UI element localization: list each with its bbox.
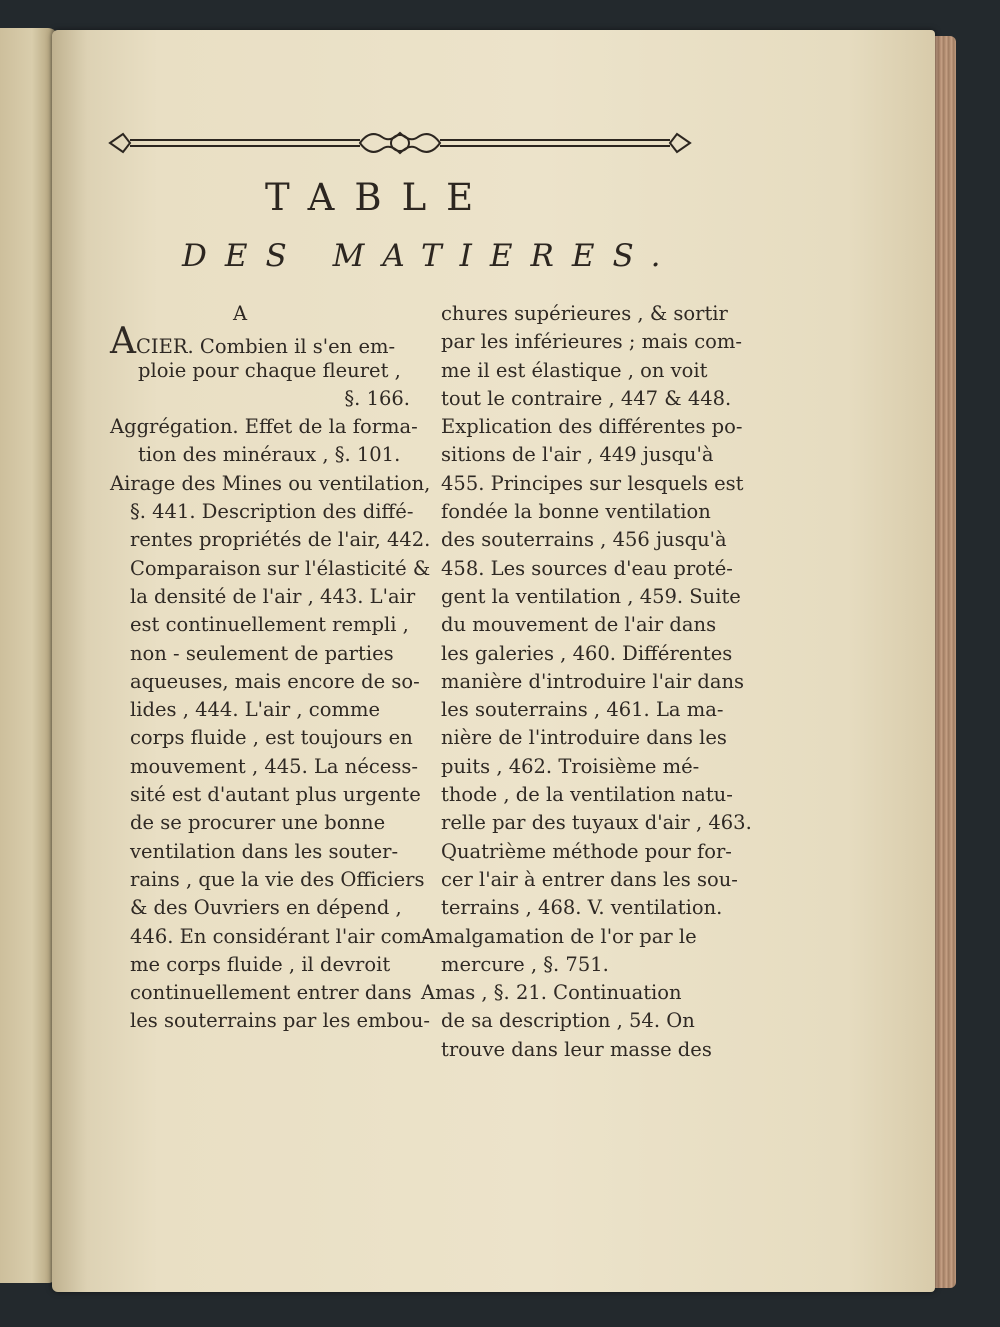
index-line: la densité de l'air , 443. L'air <box>130 584 416 608</box>
index-line: 455. Principes sur lesquels est <box>441 471 744 495</box>
index-line: ACIER. Combien il s'en em- <box>110 321 396 363</box>
index-line: Airage des Mines ou ventilation, <box>110 471 431 495</box>
index-line: 446. En considérant l'air com- <box>130 924 429 948</box>
index-line: me il est élastique , on voit <box>441 358 708 382</box>
index-line: tout le contraire , 447 & 448. <box>441 386 732 410</box>
index-line: terrains , 468. V. ventilation. <box>441 896 723 920</box>
index-line: Amalgamation de l'or par le <box>421 924 697 948</box>
index-line: continuellement entrer dans <box>130 981 412 1005</box>
index-line: thode , de la ventilation natu- <box>441 783 733 807</box>
index-line: du mouvement de l'air dans <box>441 613 717 637</box>
index-line: sité est d'autant plus urgente <box>130 783 421 807</box>
index-line: cer l'air à entrer dans les sou- <box>441 867 738 891</box>
index-line: fondée la bonne ventilation <box>441 500 711 524</box>
index-line: §. 166. <box>344 386 410 410</box>
index-line: lides , 444. L'air , comme <box>130 698 380 722</box>
index-line: trouve dans leur masse des <box>441 1037 712 1061</box>
index-line: tion des minéraux , §. 101. <box>138 443 401 467</box>
index-line: nière de l'introduire dans les <box>441 726 727 750</box>
index-line: chures supérieures , & sortir <box>441 302 728 325</box>
page-title: TABLE <box>265 176 494 219</box>
index-line: aqueuses, mais encore de so- <box>130 669 420 693</box>
page-subtitle: DES MATIERES. <box>182 238 679 274</box>
index-line: relle par des tuyaux d'air , 463. <box>441 811 752 835</box>
index-line: manière d'introduire l'air dans <box>441 669 745 693</box>
left-column <box>110 300 431 1036</box>
index-line: de sa description , 54. On <box>441 1009 695 1033</box>
index-line: Amas , §. 21. Continuation <box>421 981 682 1005</box>
right-column <box>421 300 752 1064</box>
index-line: Explication des différentes po- <box>441 415 743 439</box>
index-line: 458. Les sources d'eau proté- <box>441 556 733 580</box>
index-line: me corps fluide , il devroit <box>130 952 391 976</box>
index-line: des souterrains , 456 jusqu'à <box>441 528 727 552</box>
left-page-edge <box>0 28 58 1283</box>
index-line: Aggrégation. Effet de la forma- <box>110 415 418 439</box>
index-line: les souterrains , 461. La ma- <box>441 698 724 722</box>
index-line: puits , 462. Troisième mé- <box>441 754 700 778</box>
index-line: & des Ouvriers en dépend , <box>130 896 402 920</box>
index-line: §. 441. Description des diffé- <box>130 500 414 524</box>
index-line: est continuellement rempli , <box>130 613 409 637</box>
index-line: ventilation dans les souter- <box>130 839 399 863</box>
index-line: les galeries , 460. Différentes <box>441 641 733 665</box>
section-letter: A <box>232 302 248 325</box>
index-line: mercure , §. 751. <box>441 952 609 976</box>
index-line: rentes propriétés de l'air, 442. <box>130 528 431 552</box>
index-line: les souterrains par les embou- <box>130 1009 430 1033</box>
index-line: corps fluide , est toujours en <box>130 726 413 750</box>
index-line: gent la ventilation , 459. Suite <box>441 584 741 608</box>
index-line: non - seulement de parties <box>130 641 394 665</box>
ornament-border-icon <box>105 126 695 162</box>
index-line: rains , que la vie des Officiers <box>130 867 425 891</box>
index-line: de se procurer une bonne <box>130 811 386 835</box>
index-line: par les inférieures ; mais com- <box>441 330 742 354</box>
index-line: Quatrième méthode pour for- <box>441 839 732 863</box>
index-line: Comparaison sur l'élasticité & <box>130 556 431 580</box>
index-line: sitions de l'air , 449 jusqu'à <box>441 443 714 467</box>
index-line: mouvement , 445. La nécess- <box>130 754 418 778</box>
index-line: ploie pour chaque fleuret , <box>138 358 401 382</box>
